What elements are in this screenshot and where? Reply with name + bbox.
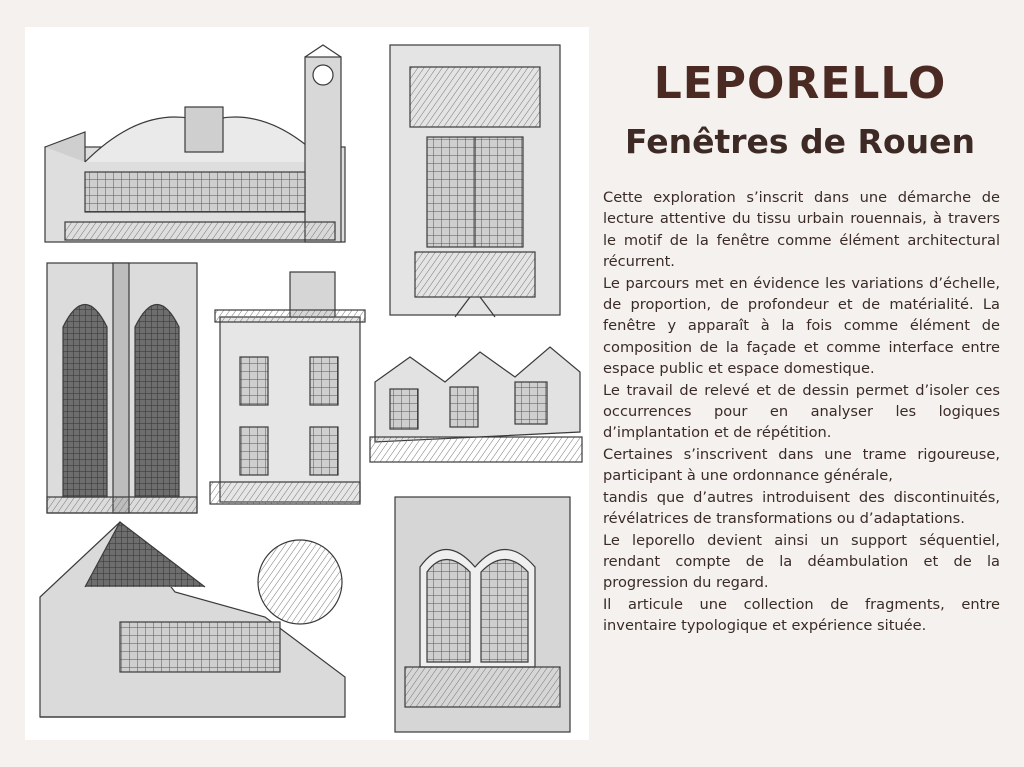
page-title: LEPORELLO: [653, 58, 947, 109]
description-text: [603, 187, 1000, 637]
paragraph: Certaines s’inscrivent dans une trame rigoureuse, participant à une ordonnance générale,: [603, 445, 1000, 485]
page-subtitle: Fenêtres de Rouen: [625, 122, 975, 161]
paragraph: Le parcours met en évidence les variations d’échelle, de proportion, de profondeur et de matérialité. La fenêtre y apparaît à la fois comme élément de composition de la façade et comme interface entre espace public et espace domestique.: [603, 274, 1000, 378]
paragraph: Le travail de relevé et de dessin permet d’isoler ces occurrences pour en analyser les logiques d’implantation et de répétition.: [603, 381, 1000, 442]
balcony-building-sketch: [210, 272, 365, 504]
arched-window-balcony-sketch: [395, 497, 570, 732]
paragraph: Il articule une collection de fragments, entre inventaire typologique et expérience située.: [603, 595, 1000, 635]
sketch-collage: [25, 27, 589, 740]
station-facade-sketch: [45, 45, 345, 242]
paragraph: Cette exploration s’inscrit dans une démarche de lecture attentive du tissu urbain rouennais, à travers le motif de la fenêtre comme élément architectural récurrent.: [603, 189, 1000, 271]
paragraph: tandis que d’autres introduisent des discontinuités, révélatrices de transformations ou d’adaptations.: [603, 488, 1000, 528]
sketch-collage-drawing: [25, 27, 589, 740]
modern-roof-building-sketch: [40, 522, 345, 717]
timber-gables-sketch: [370, 347, 582, 462]
gothic-window-panel-sketch: [390, 45, 560, 317]
paragraph: Le leporello devient ainsi un support séquentiel, rendant compte de la déambulation et de la progression du regard.: [603, 531, 1000, 592]
church-lancet-windows-sketch: [47, 263, 197, 513]
